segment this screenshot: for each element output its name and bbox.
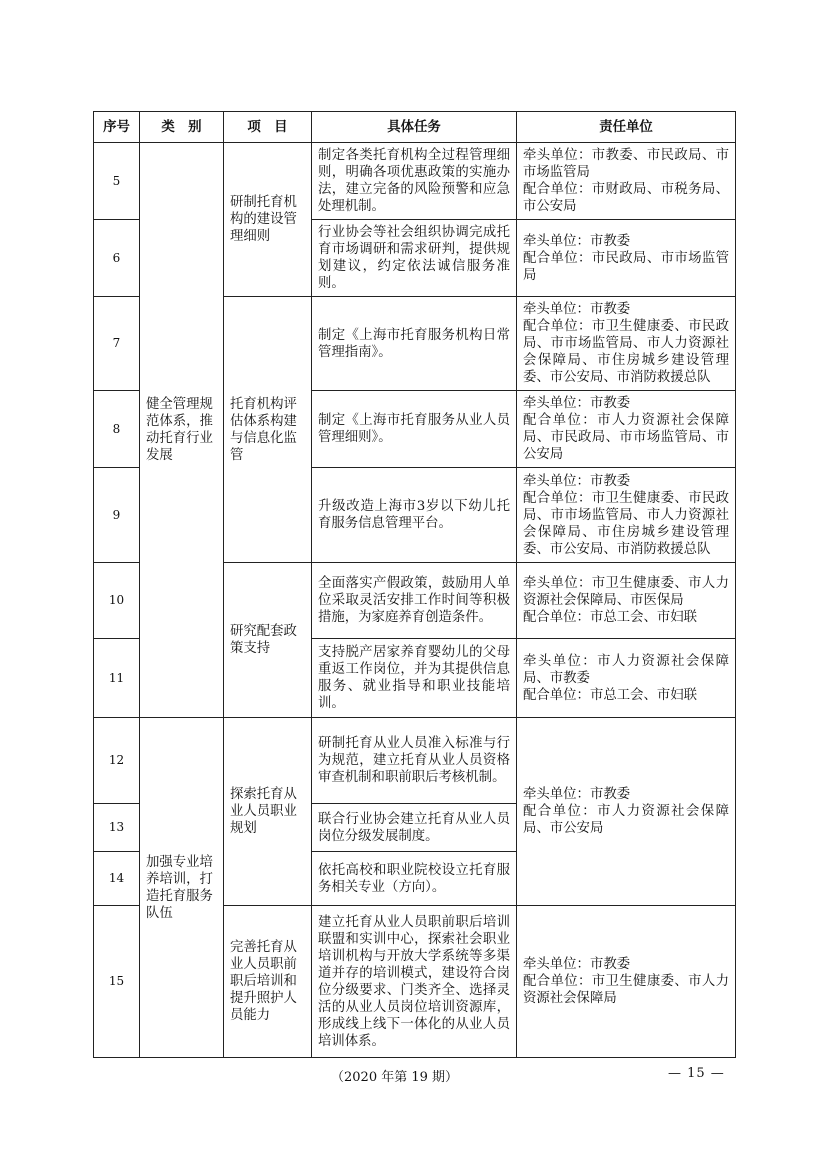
row-no: 10 — [94, 563, 140, 639]
header-task: 具体任务 — [312, 112, 517, 143]
project-cell: 研制托育机构的建设管理细则 — [224, 143, 312, 297]
table-header-row — [94, 112, 736, 143]
task-cell: 联合行业协会建立托育从业人员岗位分级发展制度。 — [312, 804, 517, 852]
category-cell: 加强专业培养培训，打造托育服务队伍 — [140, 718, 224, 1058]
project-cell: 完善托育从业人员职前职后培训和提升照护人员能力 — [224, 906, 312, 1058]
header-category: 类 别 — [140, 112, 224, 143]
header-project: 项 目 — [224, 112, 312, 143]
task-cell: 升级改造上海市3岁以下幼儿托育服务信息管理平台。 — [312, 468, 517, 563]
unit-cell: 牵头单位：市卫生健康委、市人力资源社会保障局、市医保局 配合单位：市总工会、市妇联 — [517, 563, 736, 639]
unit-cell: 牵头单位：市人力资源社会保障局、市教委 配合单位：市总工会、市妇联 — [517, 639, 736, 718]
unit-cell: 牵头单位：市教委 配合单位：市卫生健康委、市人力资源社会保障局 — [517, 906, 736, 1058]
row-no: 8 — [94, 391, 140, 468]
task-cell: 制定《上海市托育服务机构日常管理指南》。 — [312, 297, 517, 391]
row-no: 5 — [94, 143, 140, 220]
task-cell: 制定《上海市托育服务从业人员管理细则》。 — [312, 391, 517, 468]
category-cell: 健全管理规范体系，推动托育行业发展 — [140, 143, 224, 718]
row-no: 13 — [94, 804, 140, 852]
row-no: 9 — [94, 468, 140, 563]
task-cell: 全面落实产假政策，鼓励用人单位采取灵活安排工作时间等积极措施，为家庭养育创造条件。 — [312, 563, 517, 639]
project-cell: 探索托育从业人员职业规划 — [224, 718, 312, 906]
table-row — [94, 143, 736, 220]
task-cell: 支持脱产居家养育婴幼儿的父母重返工作岗位，并为其提供信息服务、就业指导和职业技能培训。 — [312, 639, 517, 718]
task-cell: 研制托育从业人员准入标准与行为规范，建立托育从业人员资格审查机制和职前职后考核机制。 — [312, 718, 517, 804]
task-table — [93, 111, 736, 1058]
row-no: 12 — [94, 718, 140, 804]
row-no: 6 — [94, 220, 140, 297]
task-cell: 依托高校和职业院校设立托育服务相关专业（方向）。 — [312, 852, 517, 906]
task-cell: 建立托育从业人员职前职后培训联盟和实训中心，探索社会职业培训机构与开放大学系统等多渠道并存的培训模式，建设符合岗位分级要求、门类齐全、选择灵活的从业人员岗位培训资源库，形成线上线下一体化的从业人员培训体系。 — [312, 906, 517, 1058]
unit-cell: 牵头单位：市教委 配合单位：市卫生健康委、市民政局、市市场监管局、市人力资源社会保障局、市住房城乡建设管理委、市公安局、市消防救援总队 — [517, 468, 736, 563]
project-cell: 托育机构评估体系构建与信息化监管 — [224, 297, 312, 563]
unit-cell: 牵头单位：市教委 配合单位：市民政局、市市场监管局 — [517, 220, 736, 297]
unit-cell: 牵头单位：市教委、市民政局、市市场监管局 配合单位：市财政局、市税务局、市公安局 — [517, 143, 736, 220]
task-cell: 行业协会等社会组织协调完成托育市场调研和需求研判，提供规划建议，约定依法诚信服务准则。 — [312, 220, 517, 297]
unit-cell: 牵头单位：市教委 配合单位：市卫生健康委、市民政局、市市场监管局、市人力资源社会保障局、市住房城乡建设管理委、市公安局、市消防救援总队 — [517, 297, 736, 391]
header-unit: 责任单位 — [517, 112, 736, 143]
table-row — [94, 718, 736, 804]
header-no: 序号 — [94, 112, 140, 143]
row-no: 15 — [94, 906, 140, 1058]
issue-label: （2020 年第 19 期） — [331, 1070, 459, 1085]
unit-cell: 牵头单位：市教委 配合单位：市人力资源社会保障局、市公安局 — [517, 718, 736, 906]
project-cell: 研究配套政策支持 — [224, 563, 312, 718]
row-no: 7 — [94, 297, 140, 391]
task-cell: 制定各类托育机构全过程管理细则，明确各项优惠政策的实施办法，建立完备的风险预警和应急处理机制。 — [312, 143, 517, 220]
row-no: 14 — [94, 852, 140, 906]
page-number: — 15 — — [668, 1066, 725, 1081]
unit-cell: 牵头单位：市教委 配合单位：市人力资源社会保障局、市民政局、市市场监管局、市公安局 — [517, 391, 736, 468]
row-no: 11 — [94, 639, 140, 718]
